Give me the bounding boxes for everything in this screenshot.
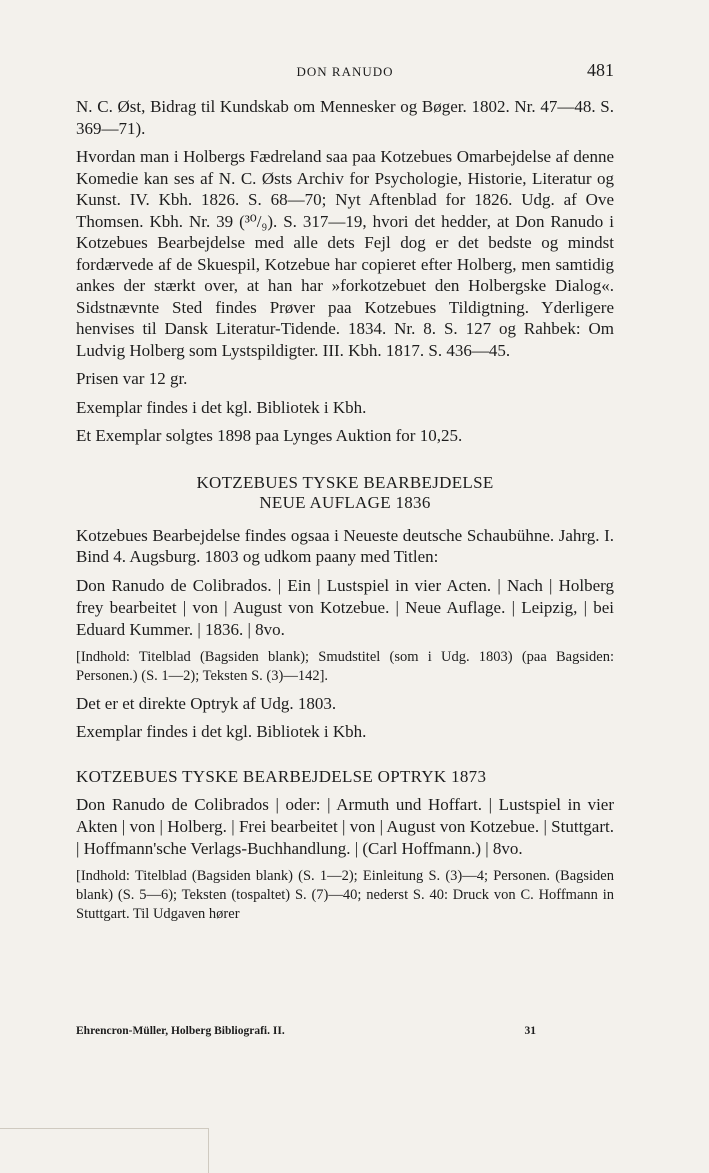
- paragraph-section1-contents: [Indhold: Titelblad (Bagsiden blank); Smudstitel (som i Udg. 1803) (paa Bagsiden: Personen.) (S. 1—2); Teksten S. (3)—142].: [76, 648, 614, 684]
- section-heading-optryk-1873: KOTZEBUES TYSKE BEARBEJDELSE OPTRYK 1873: [76, 766, 487, 786]
- paragraph-auction-sale: Et Exemplar solgtes 1898 paa Lynges Auktion for 10,25.: [76, 426, 463, 445]
- page-number: 481: [587, 60, 614, 80]
- paragraph-copy-location: Exemplar findes i det kgl. Bibliotek i Kbh.: [76, 397, 367, 417]
- footer-signature-mark: 31: [524, 1025, 536, 1037]
- section-heading-line1: KOTZEBUES TYSKE BEARBEJDELSE: [196, 472, 494, 492]
- scan-edge-line-vertical: [208, 1128, 209, 1173]
- page-body: [76, 58, 614, 924]
- paragraph-section1-title-transcription: Don Ranudo de Colibrados. | Ein | Lustspiel in vier Acten. | Nach | Holberg frey bearbeitet | von | August von Kotzebue. | Neue Auflage. | Leipzig, | bei Eduard Kummer. | 1836. | 8vo.: [76, 575, 614, 639]
- paragraph-bibliographic-reference: N. C. Øst, Bidrag til Kundskab om Mennesker og Bøger. 1802. Nr. 47—48. S. 369—71).: [76, 97, 614, 138]
- running-head-title: DON RANUDO: [296, 64, 394, 79]
- paragraph-section2-title-transcription: Don Ranudo de Colibrados | oder: | Armuth und Hoffart. | Lustspiel in vier Akten | von | Holberg. | Frei bearbeitet | von | August von Kotzebue. | Stuttgart. | Hoffmann'sche Verlags-Buchhandlung. | (Carl Hoffmann.) | 8vo.: [76, 794, 614, 858]
- paragraph-reception: Hvordan man i Holbergs Fædreland saa paa Kotzebues Omarbejdelse af denne Komedie kan ses af N. C. Østs Archiv for Psychologie, Historie, Literatur og Kunst. IV. Kbh. 1826. S. 68—70; Nyt Aftenblad for 1826. Udg. af Ove Thomsen. Kbh. Nr. 39 (³⁰/₉). S. 317—19, hvori det hedder, at Don Ranudo i Kotzebues Bearbejdelse med alle dets Fejl dog er det bedste og mindst fordærvede af de Skuespil, Kotzebue har copieret efter Holberg, men samtidig ankes der stærkt over, at han har »forkotzebuet den Holbergske Dialog«. Sidstnævnte Sted findes Prøver paa Kotzebues Tildigtning. Yderligere henvises til Dansk Literatur-Tidende. 1834. Nr. 8. S. 127 og Rahbek: Om Ludvig Holberg som Lystspildigter. III. Kbh. 1817. S. 436—45.: [76, 147, 614, 360]
- paragraph-section1-intro: Kotzebues Bearbejdelse findes ogsaa i Neueste deutsche Schaubühne. Jahrg. I. Bind 4. Augsburg. 1803 og udkom paany med Titlen:: [76, 525, 614, 566]
- scan-edge-line: [0, 1128, 208, 1129]
- running-head: [76, 58, 614, 86]
- footer-imprint: Ehrencron-Müller, Holberg Bibliografi. II.: [76, 1025, 285, 1037]
- section-heading-line2: NEUE AUFLAGE 1836: [259, 492, 431, 512]
- paragraph-section1-note: Det er et direkte Optryk af Udg. 1803.: [76, 693, 337, 713]
- paragraph-section1-copy: Exemplar findes i det kgl. Bibliotek i Kbh.: [76, 722, 367, 741]
- paragraph-price: Prisen var 12 gr.: [76, 369, 188, 388]
- page-footer: [76, 1025, 614, 1037]
- section-heading-neue-auflage: [76, 473, 614, 513]
- paragraph-section2-contents: [Indhold: Titelblad (Bagsiden blank) (S. 1—2); Einleitung S. (3)—4; Personen. (Bagsiden blank) (S. 5—6); Teksten (tospaltet) S. (7)—40; nederst S. 40: Druck von C. Hoffmann in Stuttgart. Til Udgaven hører: [76, 867, 614, 922]
